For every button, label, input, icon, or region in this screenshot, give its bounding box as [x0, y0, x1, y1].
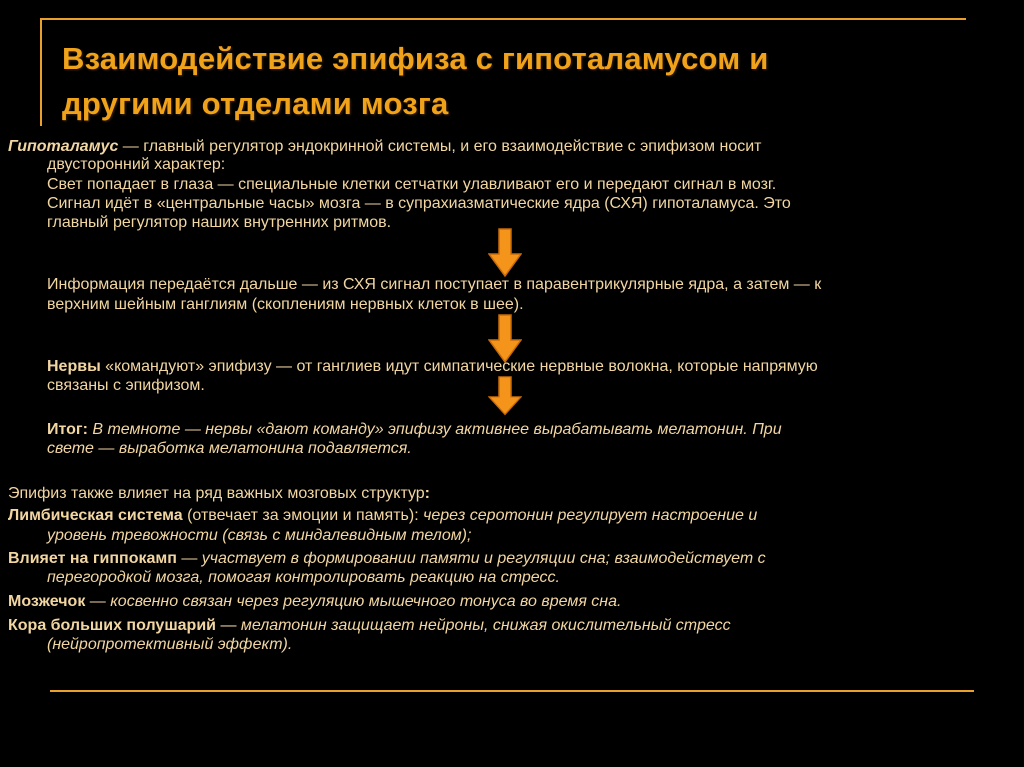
arrow-down-icon: [488, 228, 522, 278]
summary-label: Итог:: [47, 421, 88, 438]
info-line-2: верхним шейным ганглиям (скоплениям нервных клеток в шее).: [47, 296, 524, 313]
structures-intro: Эпифиз также влияет на ряд важных мозговых структур:: [8, 485, 430, 502]
limbic-line-1: Лимбическая система (отвечает за эмоции и память): через серотонин регулирует настроение и: [8, 507, 758, 524]
title-line-1: Взаимодействие эпифиза с гипоталамусом и: [62, 41, 769, 76]
nerves-line-2: связаны с эпифизом.: [47, 377, 205, 394]
hippocampus-term: Влияет на гиппокамп: [8, 550, 177, 567]
hypothalamus-line-5: главный регулятор наших внутренних ритмов.: [47, 214, 392, 231]
hypothalamus-line-1: Гипоталамус — главный регулятор эндокринной системы, и его взаимодействие с эпифизом носит: [8, 138, 762, 155]
hippocampus-line-1: Влияет на гиппокамп — участвует в формировании памяти и регуляции сна; взаимодействует с: [8, 550, 766, 567]
cerebellum-line: Мозжечок — косвенно связан через регуляцию мышечного тонуса во время сна.: [8, 593, 622, 610]
summary-line-2: свете — выработка мелатонина подавляется.: [47, 440, 412, 457]
hippocampus-line-2: перегородкой мозга, помогая контролировать реакцию на стресс.: [47, 569, 560, 586]
info-line-1: Информация передаётся дальше — из СХЯ сигнал поступает в паравентрикулярные ядра, а затем — к: [47, 276, 822, 293]
limbic-line-2: уровень тревожности (связь с миндалевидным телом);: [47, 527, 472, 544]
cortex-line-1: Кора больших полушарий — мелатонин защищает нейроны, снижая окислительный стресс: [8, 617, 731, 634]
cortex-term: Кора больших полушарий: [8, 617, 216, 634]
arrow-down-icon: [488, 376, 522, 416]
summary-line-1: Итог: В темноте — нервы «дают команду» эпифизу активнее вырабатывать мелатонин. При: [47, 421, 782, 438]
hypothalamus-line-2: двусторонний характер:: [47, 156, 226, 173]
nerves-line-1: Нервы «командуют» эпифизу — от ганглиев идут симпатические нервные волокна, которые напрямую: [47, 358, 818, 375]
frame-bottom-rule: [50, 690, 974, 692]
hypothalamus-term: Гипоталамус: [8, 138, 119, 155]
cortex-line-2: (нейропротективный эффект).: [47, 636, 293, 653]
nerves-term: Нервы: [47, 358, 101, 375]
cerebellum-term: Мозжечок: [8, 593, 86, 610]
title-line-2: другими отделами мозга: [62, 86, 449, 121]
limbic-term: Лимбическая система: [8, 507, 183, 524]
hypothalamus-line-4: Сигнал идёт в «центральные часы» мозга — в супрахиазматические ядра (СХЯ) гипоталамуса. Это: [47, 195, 791, 212]
hypothalamus-line-3: Свет попадает в глаза — специальные клетки сетчатки улавливают его и передают сигнал в мозг.: [47, 176, 777, 193]
